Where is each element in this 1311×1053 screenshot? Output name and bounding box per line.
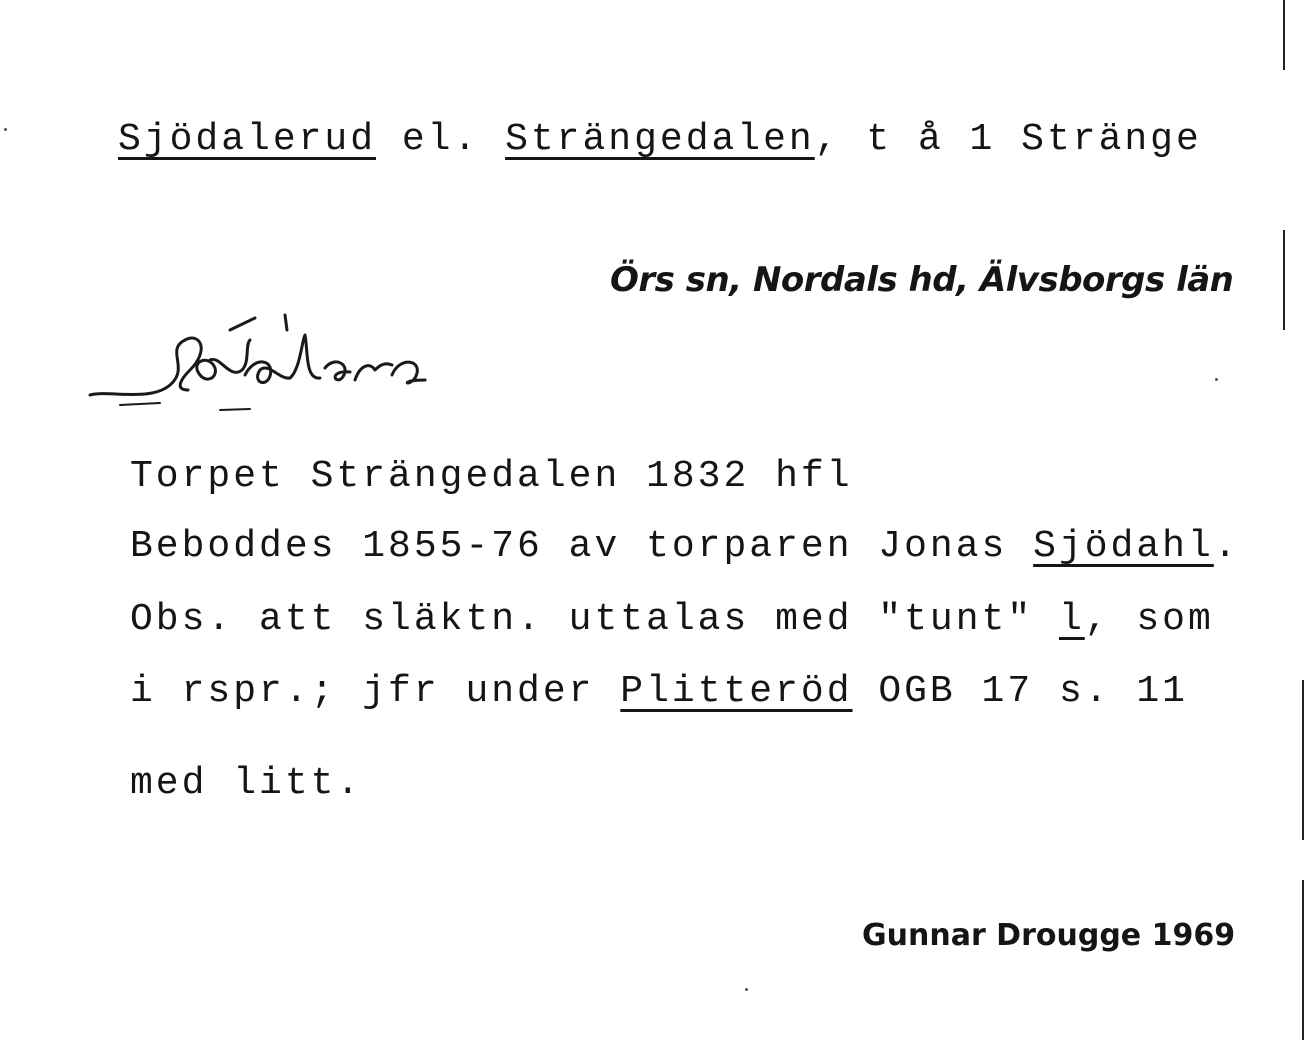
body-line-5: med litt. bbox=[130, 762, 363, 805]
card-edge-line bbox=[1283, 230, 1285, 330]
body-line-3-text: Obs. att släktn. uttalas med "tunt" bbox=[130, 598, 1059, 641]
body-line-1: Torpet Strängedalen 1832 hfl bbox=[130, 455, 853, 498]
letter-l: l bbox=[1058, 598, 1085, 641]
body-line-2 bbox=[130, 525, 1240, 568]
surname: Sjödahl bbox=[1033, 525, 1214, 568]
body-line-2-text: Beboddes 1855-76 av torparen Jonas bbox=[130, 525, 1034, 568]
card-edge-line bbox=[1283, 0, 1285, 70]
handwritten-pronunciation bbox=[80, 310, 560, 420]
body-line-4 bbox=[130, 670, 1188, 713]
body-line-4-end: OGB 17 s. 11 bbox=[852, 670, 1188, 713]
speck bbox=[745, 988, 748, 991]
headword-line bbox=[118, 118, 1202, 161]
cross-reference: Plitteröd bbox=[620, 670, 853, 713]
body-line-4-text: i rspr.; jfr under bbox=[130, 670, 621, 713]
speck bbox=[4, 128, 7, 131]
headword-name: Sjödalerud bbox=[118, 118, 377, 161]
body-line-3 bbox=[130, 598, 1214, 641]
body-line-2-end: . bbox=[1213, 525, 1240, 568]
headword-description: , t å 1 Stränge bbox=[814, 118, 1202, 161]
speck bbox=[1215, 378, 1218, 381]
signature: Gunnar Drougge 1969 bbox=[862, 918, 1236, 953]
headword-alternate-name: Strängedalen bbox=[505, 118, 815, 161]
headword-connector: el. bbox=[376, 118, 506, 161]
card-edge-line bbox=[1302, 680, 1304, 840]
location-stamp: Örs sn, Nordals hd, Älvsborgs län bbox=[610, 260, 1234, 300]
card-edge-line bbox=[1302, 880, 1304, 1040]
body-line-3-end: , som bbox=[1084, 598, 1214, 641]
